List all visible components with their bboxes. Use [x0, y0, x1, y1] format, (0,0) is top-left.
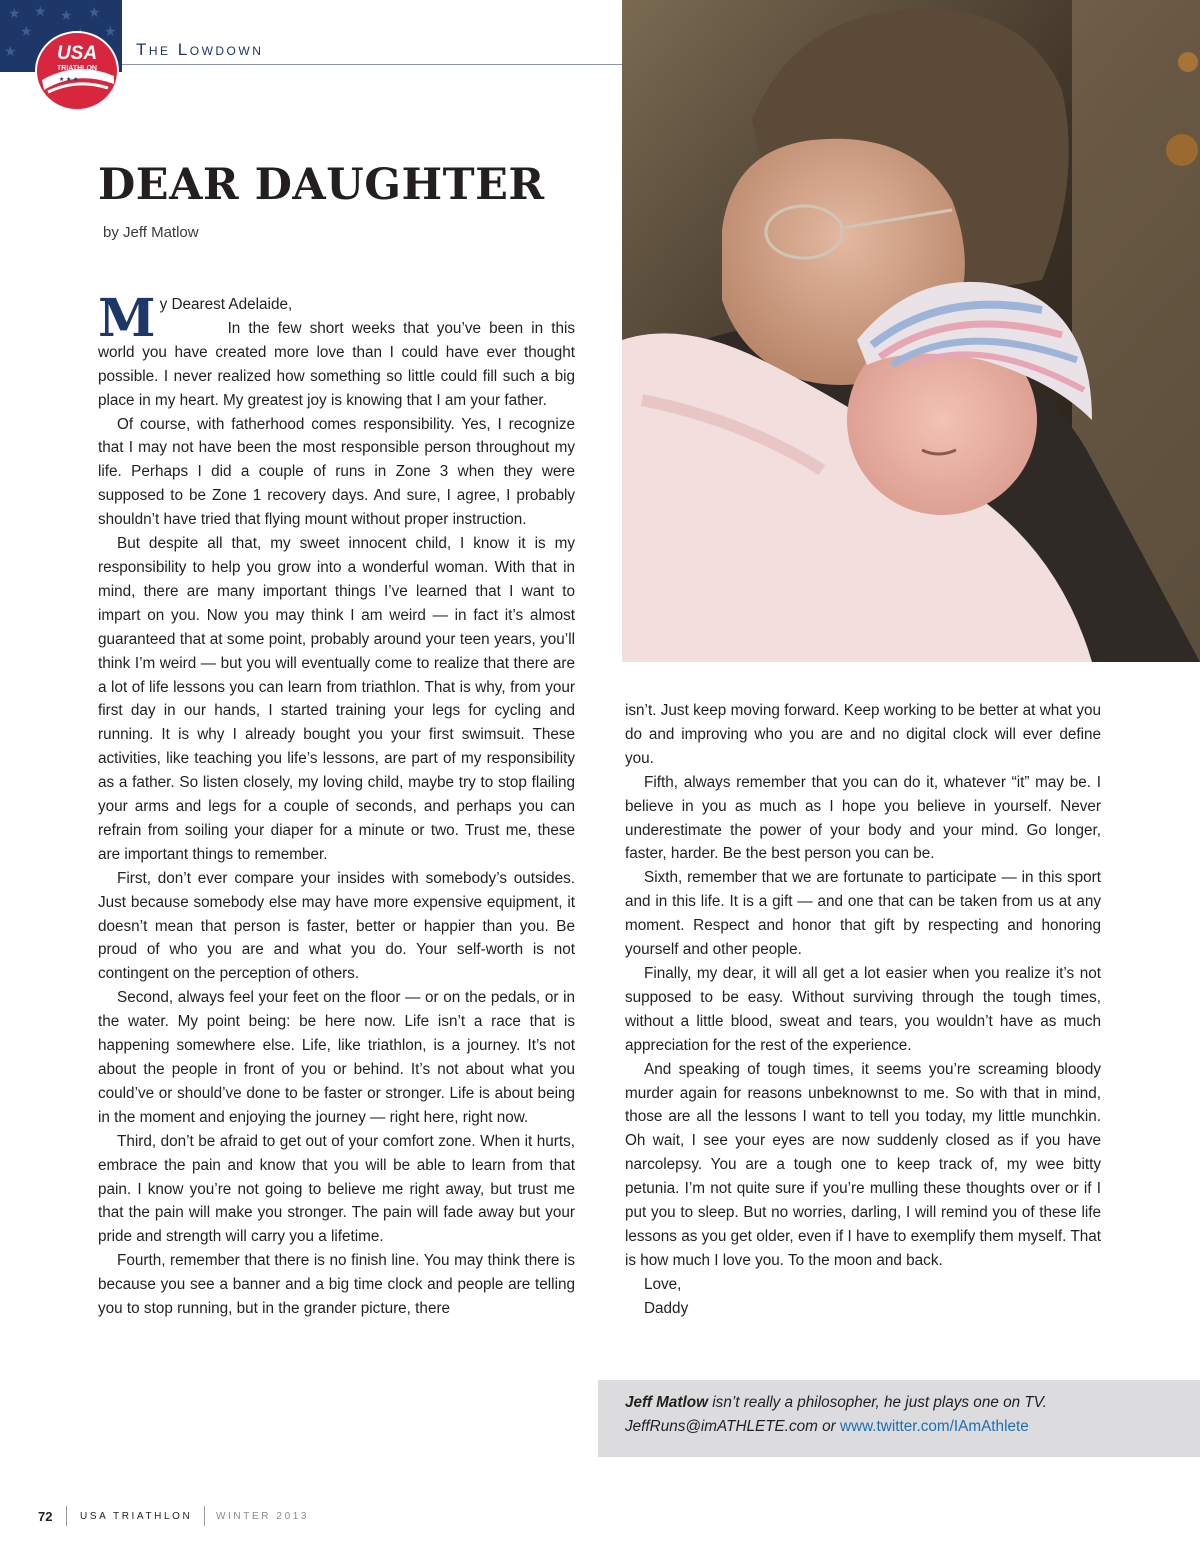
logo-star-icon: ★ ★ ★ [59, 77, 79, 83]
paragraph: Of course, with fatherhood comes responsibility. Yes, I recognize that I may not have been the most responsible person throughout my life. Perhaps I did a couple of runs in Zone 3 when they were supposed to be Zone 1 recovery days. And sure, I agree, I probably shouldn’t have tried that flying mount without proper instruction. [98, 415, 575, 529]
page-number: 72 [38, 1509, 53, 1524]
usa-triathlon-logo [34, 30, 120, 112]
logo-text-triathlon: TRIATHLON [57, 65, 97, 72]
bio-email-link[interactable]: JeffRuns@imATHLETE.com [625, 1418, 818, 1435]
father-daughter-photo [622, 0, 1200, 662]
logo-text-usa: USA [56, 43, 98, 64]
drop-cap: M [98, 288, 156, 349]
footer-magazine-name: USA TRIATHLON [80, 1511, 193, 1522]
paragraph: In the few short weeks that you’ve been in this world you have created more love than I could have ever thought possible. I never realized how something so little could fill such a big place in my heart. My greatest joy is knowing that I am your father. [98, 319, 575, 409]
article-column-right [625, 699, 1101, 1321]
author-bio-box [598, 1380, 1200, 1457]
bio-line-2 [625, 1415, 1029, 1439]
paragraph: And speaking of tough times, it seems you’re screaming bloody murder again for reasons unbeknownst to me. So with that in mind, those are all the lessons I want to tell you today, my little munchkin. Oh wait, I see your eyes are now suddenly closed as if you have narcolepsy. You are a tough one to keep track of, my wee bitty petunia. I’m not quite sure if you’re mulling these thoughts over or if I put you to sleep. But no worries, darling, I will remind you of these life lessons as you get older, even if I have to exemplify them myself. That is how much I love you. To the moon and back. [625, 1060, 1101, 1269]
article-title: DEAR DAUGHTER [98, 160, 545, 210]
bio-description: isn’t really a philosopher, he just plays one on TV. [708, 1394, 1048, 1411]
paragraph: Third, don’t be afraid to get out of your comfort zone. When it hurts, embrace the pain and know that you will be able to learn from that pain. I know you’re not going to believe me right away, but trust me that the pain will make you stronger. The pain will fade away but your pride and strength will carry you a lifetime. [98, 1132, 575, 1246]
header-rule [122, 64, 622, 65]
paragraph: Fourth, remember that there is no finish line. You may think there is because you see a banner and a big time clock and people are telling you to stop running, but in the grander picture, there [98, 1252, 575, 1318]
section-label: The Lowdown [136, 40, 264, 59]
footer-divider [204, 1506, 205, 1526]
footer-issue: WINTER 2013 [216, 1511, 310, 1522]
paragraph: But despite all that, my sweet innocent child, I know it is my responsibility to help you grow into a wonderful woman. With that in mind, there are many important things I’ve learned that I want to impart on you. Now you may think I am weird — in fact it’s almost guaranteed that at some point, probably around your teen years, you’ll think I’m weird — but you will eventually come to realize that there are a lot of life lessons you can learn from triathlon. That is why, from your first day in our hands, I started training your legs for cycling and running. It is why I already bought you your first swimsuit. These activities, like teaching you life’s lessons, are part of my responsibility as a father. So listen closely, my loving child, maybe try to stop flailing your arms and legs for a couple of seconds, and perhaps you can refrain from soiling your diaper for a minute or two. Trust me, these are important things to remember. [98, 535, 575, 863]
signature: Daddy [644, 1299, 689, 1317]
bio-author-name: Jeff Matlow [625, 1394, 709, 1411]
bio-connector: or [817, 1418, 841, 1435]
flag-corner-graphic: ★ ★ ★ ★ ★ ★ ★ [0, 0, 122, 72]
salutation [98, 288, 575, 349]
article-byline: by Jeff Matlow [103, 224, 199, 241]
paragraph: Finally, my dear, it will all get a lot easier when you realize it’s not supposed to be easy. Without surviving through the tough times, without a little blood, sweat and tears, you wouldn’t have as much appreciation for the rest of the experience. [625, 964, 1101, 1054]
bio-line-1 [625, 1391, 1047, 1415]
closing: Love, [644, 1275, 682, 1293]
paragraph: Second, always feel your feet on the floor — or on the pedals, or in the water. My point being: be here now. Life isn’t a race that is happening somewhere else. Life, like triathlon, is a journey. It’s not about the people in front of you or behind. It’s not about what you could’ve or should’ve done to be faster or stronger. Life is about being in the moment and enjoying the journey — right here, right now. [98, 989, 575, 1126]
paragraph: Fifth, always remember that you can do it, whatever “it” may be. I believe in you as much as I hope you believe in yourself. Never underestimate the power of your body and your mind. Go longer, faster, harder. Be the best person you can be. [625, 773, 1101, 863]
paragraph: Sixth, remember that we are fortunate to participate — in this sport and in this life. It is a gift — and one that can be taken from us at any moment. Respect and honor that gift by respecting and honoring yourself and other people. [625, 869, 1101, 959]
salutation-text: y Dearest Adelaide, [159, 296, 293, 313]
paragraph: isn’t. Just keep moving forward. Keep working to be better at what you do and improving who you are and no digital clock will ever define you. [625, 702, 1101, 767]
article-column-left [98, 288, 575, 1321]
bio-twitter-link[interactable]: www.twitter.com/IAmAthlete [840, 1418, 1029, 1435]
footer-divider [66, 1506, 67, 1526]
paragraph: First, don’t ever compare your insides with somebody’s outsides. Just because somebody else may have more expensive equipment, it doesn’t mean that person is faster, better or happier than you. Be proud of who you are and what you do. Your self-worth is not contingent on the perception of others. [98, 869, 575, 983]
signoff [625, 1273, 1101, 1321]
